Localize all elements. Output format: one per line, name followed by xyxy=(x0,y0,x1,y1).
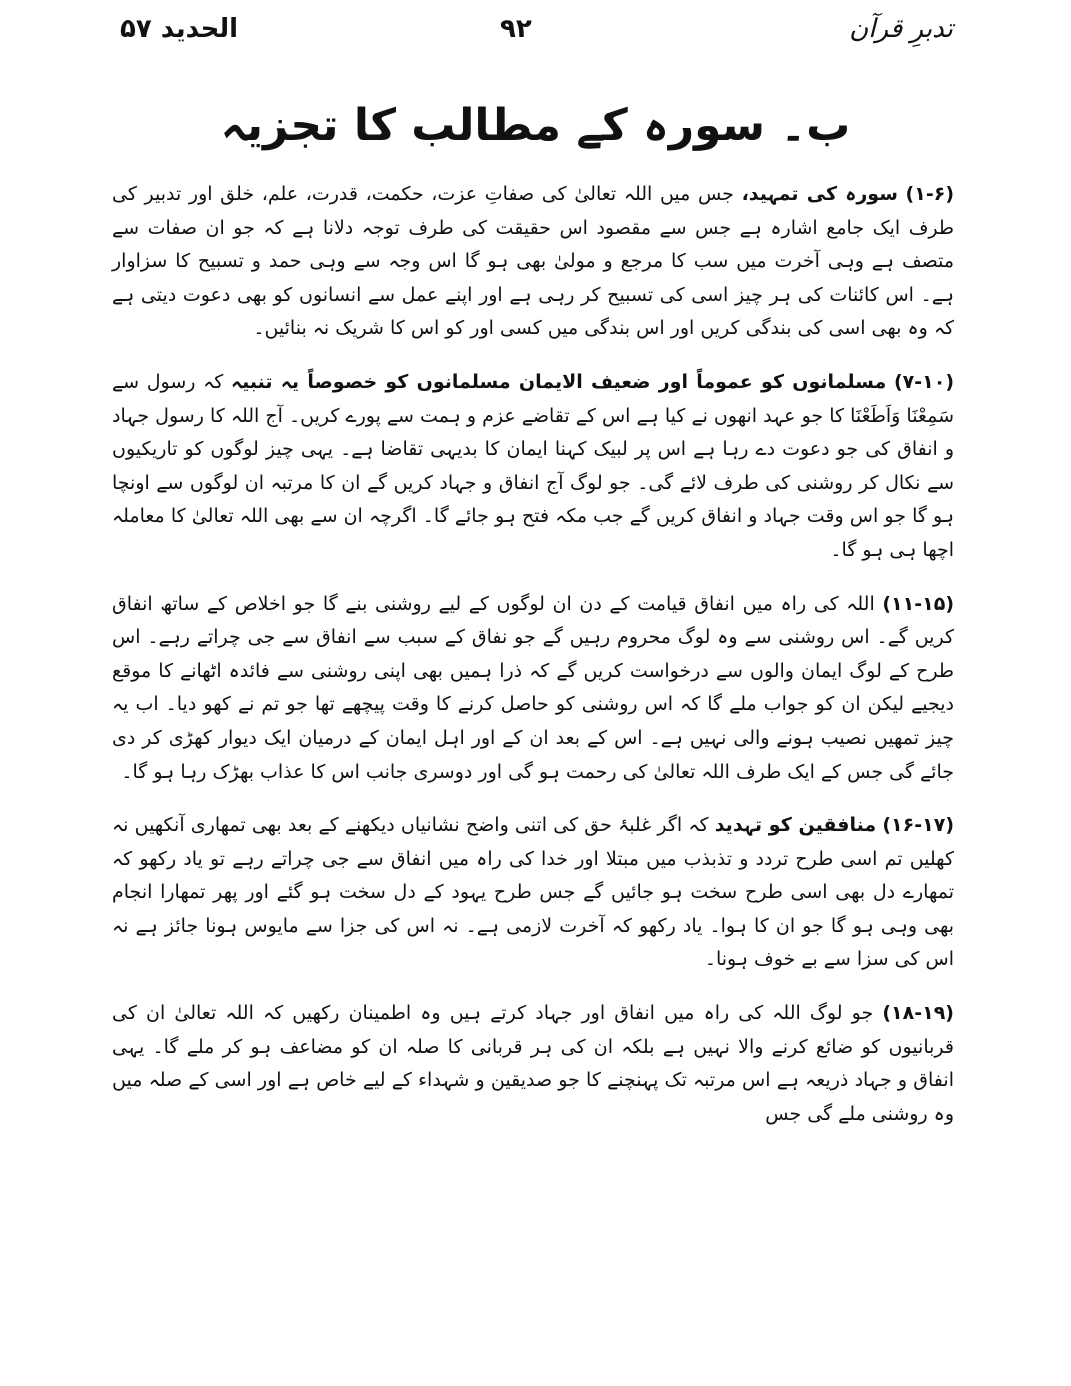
paragraph-1 xyxy=(112,178,954,346)
verse-range: (۱۶-۱۷) xyxy=(882,814,954,837)
paragraph-lead: سورہ کی تمہید، xyxy=(741,183,898,205)
paragraph-5 xyxy=(112,997,954,1131)
paragraph-text: جو لوگ اللہ کی راہ میں انفاق اور جہاد کرتے ہیں وہ اطمینان رکھیں کہ اللہ تعالیٰ ان کی قربانیوں کو ضائع کرنے والا نہیں ہے بلکہ ان کی ہر قربانی کا صلہ ان کو مضاعف ہو کر ملے گا۔ یہی انفاق و جہاد ذریعہ ہے اس مرتبہ تک پہنچنے کا جو صدیقین و شہداء کے لیے خاص ہے اور اسی کے صلہ میں وہ روشنی ملے گی جس xyxy=(112,1002,954,1125)
paragraph-2 xyxy=(112,366,954,568)
paragraph-text: اللہ کی راہ میں انفاق قیامت کے دن ان لوگوں کے لیے روشنی بنے گا جو اخلاص کے ساتھ انفاق کریں گے۔ اس روشنی سے وہ لوگ محروم رہیں گے جو نفاق کے سبب سے انفاق سے جی چراتے رہے۔ اس طرح کے لوگ ایمان والوں سے درخواست کریں گے کہ ذرا ہمیں بھی اپنی روشنی سے فائدہ اٹھانے کا موقع دیجیے لیکن ان کو جواب ملے گا کہ اس روشنی کو حاصل کرنے کا وقت پیچھے تھا جو تم نے کھو دیا۔ اب یہ چیز تمھیں نصیب ہونے والی نہیں ہے۔ اس کے بعد ان کے اور اہل ایمان کے درمیان ایک دیوار کھڑی کر دی جائے گی جس کے ایک طرف اللہ تعالیٰ کی رحمت ہو گی اور دوسری جانب اس کا عذاب بھڑک رہا ہو گا۔ xyxy=(112,592,954,783)
paragraph-3 xyxy=(112,588,954,790)
page-number: ۹۲ xyxy=(500,14,532,44)
body-text xyxy=(112,178,954,1151)
paragraph-lead: منافقین کو تہدید xyxy=(714,814,877,837)
section-heading: ب۔ سورہ کے مطالب کا تجزیہ xyxy=(220,100,851,151)
verse-range: (۱۱-۱۵) xyxy=(882,592,954,615)
paragraph-text: کہ رسول سے سَمِعْنَا وَاَطَعْنَا کا جو عہد انھوں نے کیا ہے اس کے تقاضے عزم و ہمت سے پورے کریں۔ آج اللہ کا رسول جہاد و انفاق کی جو دعوت دے رہا ہے اس پر لبیک کہنا ایمان کا بدیہی تقاضا ہے۔ یہی چیز لوگوں کو تاریکیوں سے نکال کر روشنی کی طرف لائے گی۔ جو لوگ آج انفاق و جہاد کریں گے ان کا مرتبہ ان لوگوں سے اونچا ہو گا جو اس وقت جہاد و انفاق کریں گے جب مکہ فتح ہو جائے گا۔ اگرچہ ان سے بھی اللہ تعالیٰ کا معاملہ اچھا ہی ہو گا۔ xyxy=(112,370,954,561)
verse-range: (۷-۱۰) xyxy=(893,370,954,393)
paragraph-4 xyxy=(112,809,954,977)
surah-name: الحدید ۵۷ xyxy=(120,14,239,44)
verse-range: (۱۸-۱۹) xyxy=(882,1002,954,1025)
paragraph-lead: مسلمانوں کو عموماً اور ضعیف الایمان مسلمانوں کو خصوصاً یہ تنبیہ xyxy=(231,370,887,393)
book-title: تدبرِ قرآن xyxy=(849,14,953,44)
paragraph-text: جس میں اللہ تعالیٰ کی صفاتِ عزت، حکمت، قدرت، علم، خلق اور تدبیر کی طرف ایک جامع اشارہ ہے جس سے مقصود اس حقیقت کی طرف توجہ دلانا ہے کہ جو ان صفات سے متصف ہے وہی آخرت میں سب کا مرجع و مولیٰ بھی ہو گا اس وجہ سے وہی حمد و تسبیح کا سزاوار ہے۔ اس کائنات کی ہر چیز اسی کی تسبیح کر رہی ہے اور اپنے عمل سے انسانوں کو بھی دعوت دیتی ہے کہ وہ بھی اسی کی بندگی کریں اور اس بندگی میں کسی اور کو اس کا شریک نہ بنائیں۔ xyxy=(112,183,954,340)
paragraph-text: کہ اگر غلبۂ حق کی اتنی واضح نشانیاں دیکھنے کے بعد بھی تمھاری آنکھیں نہ کھلیں تم اسی طرح تردد و تذبذب میں مبتلا اور خدا کی راہ میں انفاق سے جی چراتے رہے تو یاد رکھو کہ تمھارے دل بھی اسی طرح سخت ہو جائیں گے جس طرح یہود کے دل سخت ہو گئے اور پھر تمھارا انجام بھی وہی ہو گا جو ان کا ہوا۔ یاد رکھو کہ آخرت لازمی ہے۔ نہ اس کی جزا سے مایوس ہونا جائز ہے نہ اس کی سزا سے بے خوف ہونا۔ xyxy=(112,814,954,971)
verse-range: (۱-۶) xyxy=(905,183,955,205)
